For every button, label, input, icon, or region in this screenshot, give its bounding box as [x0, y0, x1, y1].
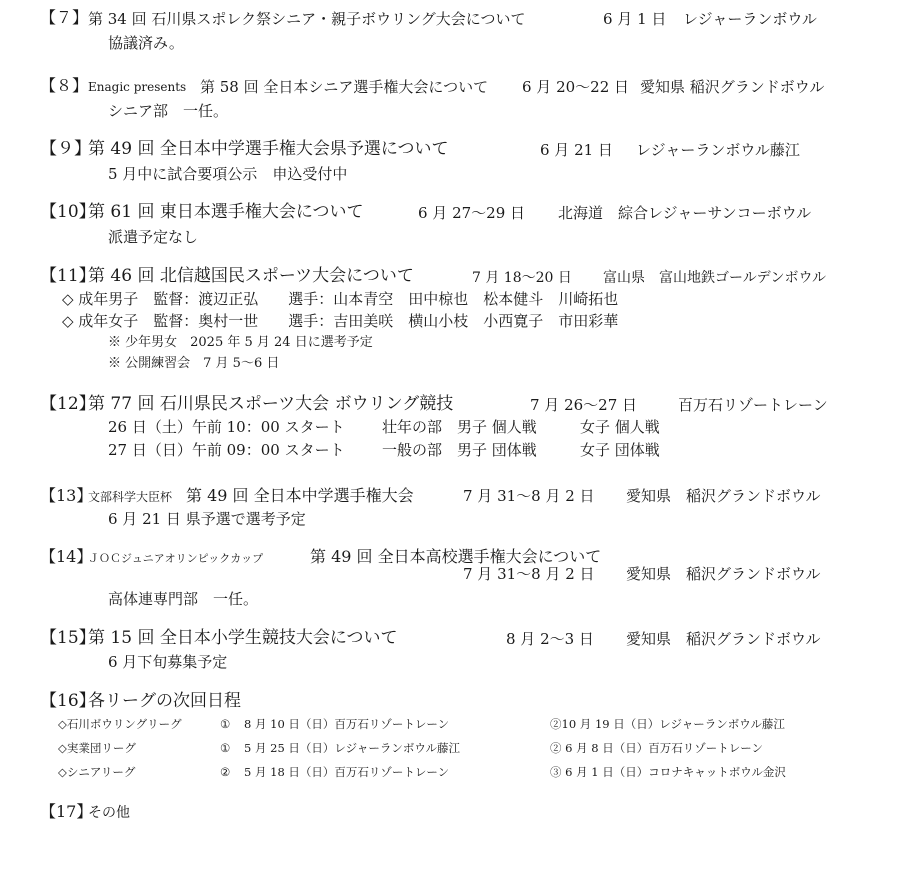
item-13-date: 7 月 31～8 月 2 日	[463, 487, 595, 505]
league-row-name: ◇石川ボウリングリーグ	[58, 717, 182, 731]
league-row-num: ①	[220, 717, 231, 731]
item-12-venue: 百万石リゾートレーン	[678, 396, 828, 414]
item-14-number: 【14】	[40, 547, 93, 566]
item-10-date: 6 月 27～29 日	[418, 204, 526, 222]
item-7-date: 6 月 1 日	[603, 10, 667, 28]
item-11-date: 7 月 18～20 日	[472, 270, 572, 286]
item-13-note: 6 月 21 日 県予選で選考予定	[108, 510, 306, 528]
item-7-number: 【７】	[40, 8, 89, 27]
item-13-title: 第 49 回 全日本中学選手権大会	[186, 486, 414, 505]
league-row-event1: 5 月 18 日（日）百万石リゾートレーン	[244, 765, 450, 779]
item-11-note-youth: ※ 少年男女 2025 年 5 月 24 日に選考予定	[108, 335, 373, 350]
item-9-note: 5 月中に試合要項公示 申込受付中	[108, 165, 348, 183]
item-15-venue: 愛知県 稲沢グランドボウル	[626, 630, 821, 648]
item-12-schedule-day2-division: 一般の部 男子 団体戦	[382, 441, 537, 459]
item-7-title: 第 34 回 石川県スポレク祭シニア・親子ボウリング大会について	[88, 10, 526, 28]
item-12-schedule-day1-women: 女子 個人戦	[580, 418, 660, 436]
item-11-title: 第 46 回 北信越国民スポーツ大会について	[88, 266, 414, 286]
item-11-women-roster: ◇ 成年女子 監督：奥村一世 選手：吉田美咲 横山小枝 小西寛子 市田彩華	[62, 312, 619, 330]
league-row-event1: 8 月 10 日（日）百万石リゾートレーン	[244, 717, 450, 731]
item-12-schedule-day1-division: 壮年の部 男子 個人戦	[382, 418, 537, 436]
item-10-title: 第 61 回 東日本選手権大会について	[88, 202, 364, 222]
item-11-men-roster: ◇ 成年男子 監督：渡辺正弘 選手：山本青空 田中椋也 松本健斗 川崎拓也	[62, 290, 619, 308]
league-row-event2: ③ 6 月 1 日（日）コロナキャットボウル金沢	[550, 765, 786, 779]
item-8-venue: 愛知県 稲沢グランドボウル	[640, 78, 825, 96]
item-8-title: 第 58 回 全日本シニア選手権大会について	[200, 78, 489, 96]
item-11-note-practice: ※ 公開練習会 7 月 5～6 日	[108, 356, 280, 371]
item-7-venue: レジャーランボウル	[683, 10, 817, 28]
item-10-venue: 北海道 綜合レジャーサンコーボウル	[558, 204, 812, 222]
item-14-prefix: ＪＯＣジュニアオリンピックカップ	[88, 552, 264, 565]
item-17-title: その他	[88, 805, 130, 821]
league-row-name: ◇実業団リーグ	[58, 741, 136, 755]
league-row-name: ◇シニアリーグ	[58, 765, 136, 779]
item-9-number: 【９】	[40, 139, 91, 159]
item-8-number: 【８】	[40, 76, 89, 95]
item-10-note: 派遣予定なし	[108, 228, 199, 246]
league-row-event2: ②10 月 19 日（日）レジャーランボウル藤江	[550, 717, 785, 731]
item-14-title: 第 49 回 全日本高校選手権大会について	[310, 547, 602, 566]
item-15-date: 8 月 2～3 日	[506, 630, 594, 648]
item-12-schedule-day1: 26 日（土）午前 10：00 スタート	[108, 418, 345, 436]
item-13-venue: 愛知県 稲沢グランドボウル	[626, 487, 821, 505]
item-11-venue: 富山県 富山地鉄ゴールデンボウル	[603, 270, 827, 286]
item-14-note: 高体連専門部 一任。	[108, 590, 259, 608]
item-15-note: 6 月下旬募集予定	[108, 653, 228, 671]
item-8-prefix: Enagic presents	[88, 80, 187, 94]
item-13-prefix: 文部科学大臣杯	[88, 490, 173, 504]
item-8-date: 6 月 20～22 日	[522, 78, 630, 96]
item-11-number: 【11】	[40, 266, 96, 286]
league-row-num: ①	[220, 741, 231, 755]
item-13-number: 【13】	[40, 486, 93, 505]
item-16-number: 【16】	[40, 691, 96, 711]
item-12-number: 【12】	[40, 394, 96, 414]
item-17-number: 【17】	[40, 802, 93, 821]
item-12-title: 第 77 回 石川県民スポーツ大会 ボウリング競技	[88, 394, 454, 414]
item-9-title: 第 49 回 全日本中学選手権大会県予選について	[88, 139, 449, 159]
item-12-date: 7 月 26～27 日	[530, 396, 638, 414]
league-row-event1: 5 月 25 日（日）レジャーランボウル藤江	[244, 741, 461, 755]
item-9-venue: レジャーランボウル藤江	[636, 141, 800, 159]
item-16-title: 各リーグの次回日程	[88, 691, 241, 711]
item-15-title: 第 15 回 全日本小学生競技大会について	[88, 628, 398, 648]
item-14-venue: 愛知県 稲沢グランドボウル	[626, 565, 821, 583]
item-7-note: 協議済み。	[108, 34, 184, 52]
league-row-event2: ② 6 月 8 日（日）百万石リゾートレーン	[550, 741, 764, 755]
item-9-date: 6 月 21 日	[540, 141, 613, 159]
item-10-number: 【10】	[40, 202, 96, 222]
item-12-schedule-day2: 27 日（日）午前 09：00 スタート	[108, 441, 345, 459]
item-8-note: シニア部 一任。	[108, 102, 229, 120]
item-14-date: 7 月 31～8 月 2 日	[463, 565, 595, 583]
item-12-schedule-day2-women: 女子 団体戦	[580, 441, 660, 459]
league-row-num: ②	[220, 765, 231, 779]
item-15-number: 【15】	[40, 628, 96, 648]
